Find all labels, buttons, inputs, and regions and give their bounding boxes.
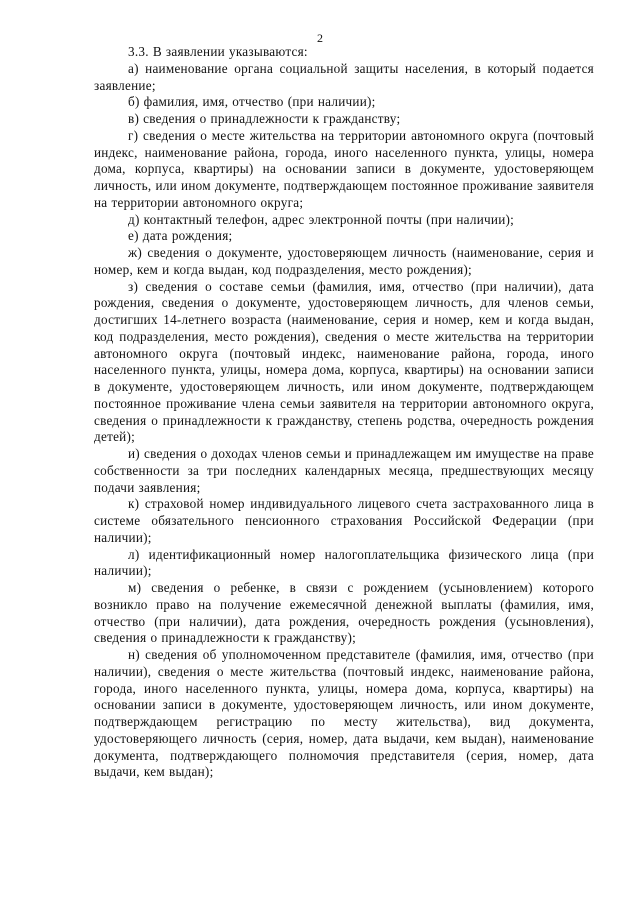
list-item-e: е) дата рождения; (128, 228, 233, 244)
list-item-v: в) сведения о принадлежности к гражданству; (128, 111, 401, 126)
list-item-m: м) сведения о ребенке, в связи с рождением (усыновлением) которого возникло право на получение ежемесячной денежной выплаты (фамилия, имя, отчество (при наличии), дата рождения, очередность рождения (усыновления), сведения о принадлежности к гражданству); (94, 580, 594, 646)
list-item-n: н) сведения об уполномоченном представителе (фамилия, имя, отчество (при наличии), сведения о месте жительства (почтовый индекс, наименование района, города, иного населенного пункта, улицы, номера дома, корпуса, квартиры) на основании записи в документе, удостоверяющем личность, или ином документе, подтверждающем регистрацию по месту жительства), вид документа, удостоверяющего личность (серия, номер, дата выдачи, кем выдан), наименование документа, подтверждающего полномочия представителя (серия, номер, дата выдачи, кем выдан); (94, 647, 594, 780)
list-item-i: и) сведения о доходах членов семьи и принадлежащем им имуществе на праве собственности за три последних календарных месяца, предшествующих месяцу подачи заявления; (94, 446, 594, 495)
list-item-k: к) страховой номер индивидуального лицевого счета застрахованного лица в системе обязательного пенсионного страхования Российской Федерации (при наличии); (94, 496, 594, 545)
page-number: 2 (317, 31, 323, 45)
list-item-l: л) идентификационный номер налогоплательщика физического лица (при наличии); (94, 546, 594, 579)
list-item-d: д) контактный телефон, адрес электронной почты (при наличии); (128, 211, 515, 227)
list-item-b: б) фамилия, имя, отчество (при наличии); (128, 94, 376, 110)
list-item-a: а) наименование органа социальной защиты населения, в который подается заявление; (94, 60, 594, 93)
section-heading: 3.3. В заявлении указываются: (128, 44, 308, 59)
list-item-z: з) сведения о составе семьи (фамилия, имя, отчество (при наличии), дата рождения, сведения о документе, удостоверяющем личность, для членов семьи, достигших 14-летнего возраста (наименование, серия и номер, кем и когда выдан, код подразделения, место рождения), сведения о месте жительства на территории автономного округа (почтовый индекс, наименование района, города, иного населенного пункта, улицы, номера дома, корпуса, квартиры) на основании записи в документе, удостоверяющем личность, или ином документе, подтверждающем постоянное проживание члена семьи заявителя на территории автономного округа, сведения о принадлежности к гражданству, степень родства, очередность рождения детей); (94, 278, 594, 445)
document-body (94, 44, 594, 781)
list-item-g: г) сведения о месте жительства на территории автономного округа (почтовый индекс, наименование района, города, иного населенного пункта, улицы, номера дома, корпуса, квартиры) на основании записи в документе, удостоверяющем личность, или ином документе, подтверждающем постоянное проживание заявителя на территории автономного округа; (94, 127, 594, 210)
list-item-zh: ж) сведения о документе, удостоверяющем личность (наименование, серия и номер, кем и когда выдан, код подразделения, место рождения); (94, 245, 594, 277)
